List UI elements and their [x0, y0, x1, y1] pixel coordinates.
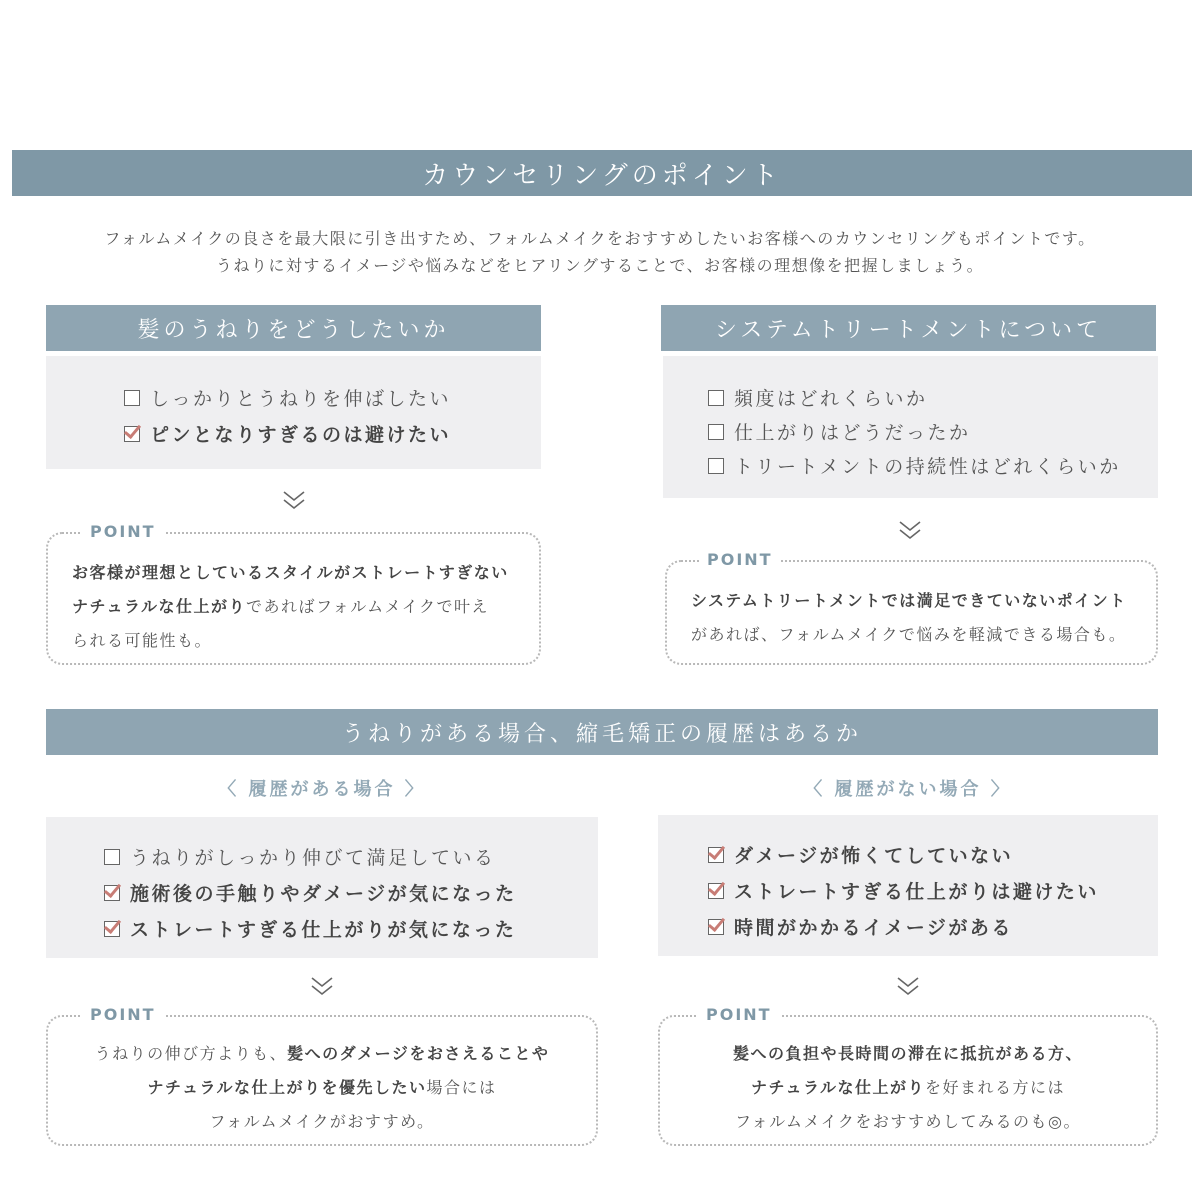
checked-checkbox-icon [708, 919, 724, 935]
checklist-item [708, 913, 1013, 940]
point-box-without-history [658, 1005, 1158, 1146]
checkbox-icon [708, 390, 724, 406]
point-text-bold: ナチュラルな仕上がりを優先したい [147, 1078, 427, 1097]
checked-checkbox-icon [104, 885, 120, 901]
section-straightening-history-banner [46, 709, 1158, 755]
checklist-item-label: 頻度はどれくらいか [734, 388, 928, 410]
chevron-down-icon [895, 519, 925, 541]
point-label: POINT [698, 1005, 780, 1024]
checklist-item [124, 384, 451, 411]
point-label: POINT [699, 550, 781, 569]
checked-checkbox-icon [708, 883, 724, 899]
chevron-down-icon [307, 975, 337, 997]
subtitle-with-history: 〈 履歴がある場合 〉 [218, 779, 426, 800]
section-system-treatment-checklist [663, 356, 1158, 498]
checkbox-icon [124, 390, 140, 406]
point-label: POINT [82, 522, 164, 541]
checkbox-icon [708, 424, 724, 440]
checklist-item [104, 915, 516, 942]
checklist-item [708, 418, 971, 445]
checklist-item-label: ストレートすぎる仕上がりは避けたい [734, 881, 1099, 903]
point-text: うねりの伸び方よりも、 [94, 1044, 288, 1063]
subtitle-without-history: 〈 履歴がない場合 〉 [804, 779, 1012, 800]
point-box-with-history [46, 1005, 598, 1146]
page-title-banner [12, 150, 1192, 196]
point-text-bold: ナチュラルな仕上がり [72, 597, 247, 616]
checked-checkbox-icon [104, 921, 120, 937]
checkbox-icon [708, 458, 724, 474]
checklist-item [104, 879, 517, 906]
point-label: POINT [82, 1005, 164, 1024]
point-text-bold: システムトリートメントでは満足できていないポイント [691, 591, 1127, 610]
checked-checkbox-icon [708, 847, 724, 863]
checklist-item [708, 452, 1121, 479]
intro-line-2: うねりに対するイメージや悩みなどをヒアリングすることで、お客様の理想像を把握しましょう。 [215, 256, 985, 275]
section-hair-wave-banner [46, 305, 541, 351]
point-text: を好まれる方には [925, 1078, 1066, 1097]
checkbox-icon [104, 849, 120, 865]
section-hair-wave-title: 髪のうねりをどうしたいか [137, 317, 450, 343]
chevron-down-icon [893, 975, 923, 997]
point-text: 場合には [426, 1078, 497, 1097]
checklist-item-label: 仕上がりはどうだったか [734, 422, 971, 444]
checklist-item-label: 時間がかかるイメージがある [734, 917, 1013, 939]
checklist-item-label: トリートメントの持続性はどれくらいか [734, 456, 1121, 478]
point-box-hair-wave [46, 522, 541, 665]
checked-checkbox-icon [124, 426, 140, 442]
point-text: フォルムメイクがおすすめ。 [209, 1112, 435, 1131]
point-text-bold: お客様が理想としているスタイルがストレートすぎない [72, 563, 509, 582]
checklist-item [124, 420, 451, 447]
checklist-item-label: ダメージが怖くてしていない [734, 845, 1014, 867]
section-straightening-history-title: うねりがある場合、縮毛矯正の履歴はあるか [341, 721, 862, 747]
section-hair-wave-checklist [46, 356, 541, 469]
section-system-treatment-banner [661, 305, 1156, 351]
point-text: フォルムメイクをおすすめしてみるのも◎。 [734, 1112, 1082, 1131]
section-system-treatment-title: システムトリートメントについて [714, 317, 1103, 343]
checklist-item-label: ストレートすぎる仕上がりが気になった [130, 919, 517, 941]
page-title: カウンセリングのポイント [422, 160, 782, 191]
point-text: であればフォルムメイクで叶え [246, 597, 489, 616]
checklist-item-label: 施術後の手触りやダメージが気になった [130, 883, 517, 905]
point-text: があれば、フォルムメイクで悩みを軽減できる場合も。 [691, 625, 1127, 644]
point-text-bold: 髪への負担や長時間の滞在に抵抗がある方、 [732, 1044, 1083, 1063]
chevron-down-icon [279, 489, 309, 511]
checklist-item [104, 843, 496, 870]
intro-line-1: フォルムメイクの良さを最大限に引き出すため、フォルムメイクをおすすめしたいお客様へのカウンセリングもポイントです。 [104, 229, 1096, 248]
point-text-bold: ナチュラルな仕上がり [750, 1078, 926, 1097]
checklist-item [708, 841, 1013, 868]
point-text: られる可能性も。 [72, 631, 213, 650]
without-history-checklist [658, 815, 1158, 956]
checklist-item [708, 384, 928, 411]
checklist-item [708, 877, 1099, 904]
with-history-checklist [46, 817, 598, 958]
point-text-bold: 髪へのダメージをおさえることや [287, 1044, 550, 1063]
checklist-item-label: しっかりとうねりを伸ばしたい [150, 388, 452, 410]
point-box-system-treatment [665, 550, 1158, 665]
checklist-item-label: うねりがしっかり伸びて満足している [130, 847, 496, 869]
checklist-item-label: ピンとなりすぎるのは避けたい [150, 424, 452, 446]
